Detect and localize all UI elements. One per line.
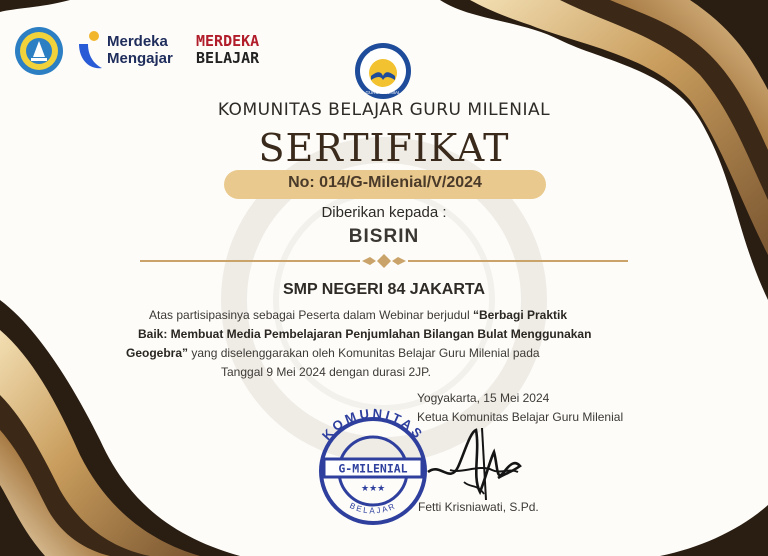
organization-name: KOMUNITAS BELAJAR GURU MILENIAL — [217, 100, 551, 120]
stamp-star-icon: ★★★ — [361, 484, 386, 494]
stamp-top-text: KOMUNITAS — [318, 405, 428, 443]
body-line-1-text: Atas partisipasinya sebagai Peserta dalam Webinar berjudul — [149, 308, 473, 322]
merdeka-mengajar-line1: Merdeka — [107, 33, 168, 50]
signer-role: Ketua Komunitas Belajar Guru Milenial — [417, 410, 624, 424]
webinar-title-part-1: “Berbagi Praktik — [472, 308, 568, 322]
ornament-divider — [140, 252, 628, 270]
kombel-logo-top-text: KOM-BEL — [370, 51, 396, 57]
certificate-title: SERTIFIKAT — [258, 126, 510, 170]
body-line-2 — [138, 327, 591, 341]
school-name: SMP NEGERI 84 JAKARTA — [282, 281, 486, 298]
merdeka-mengajar-logo — [107, 33, 173, 67]
webinar-title-part-2: Baik: Membuat Media Pembelajaran Penjumlahan Bilangan Bulat Menggunakan — [138, 327, 592, 341]
recipient-name: BISRIN — [348, 226, 420, 247]
certificate-number: No: 014/G-Milenial/V/2024 — [288, 174, 482, 191]
body-line-3-text: yang diselenggarakan oleh Komunitas Belajar Guru Milenial pada — [188, 346, 540, 360]
merdeka-mengajar-icon — [76, 30, 104, 74]
body-line-4: Tanggal 9 Mei 2024 dengan durasi 2JP. — [221, 365, 431, 379]
body-line-3 — [126, 346, 540, 360]
stamp-bottom-text: BELAJAR — [348, 501, 398, 516]
tut-wuri-logo — [13, 25, 65, 77]
merdeka-belajar-line1: MERDEKA — [196, 32, 260, 50]
given-to-label: Diberikan kepada : — [321, 204, 447, 221]
kombel-guru-milenial-logo — [354, 42, 412, 100]
body-line-1 — [149, 308, 567, 322]
svg-text:BELAJAR — [348, 501, 397, 515]
merdeka-belajar-line2: BELAJAR — [196, 49, 260, 67]
place-date: Yogyakarta, 15 Mei 2024 — [417, 391, 550, 405]
merdeka-mengajar-line2: Mengajar — [107, 50, 173, 67]
stamp-band-text: G-MILENIAL — [338, 461, 408, 476]
signer-name: Fetti Krisniawati, S.Pd. — [418, 500, 539, 514]
webinar-title-part-3: Geogebra” — [126, 346, 189, 360]
kombel-logo-bottom-text: GURU MILENIAL — [365, 90, 401, 95]
merdeka-belajar-logo — [196, 33, 259, 67]
